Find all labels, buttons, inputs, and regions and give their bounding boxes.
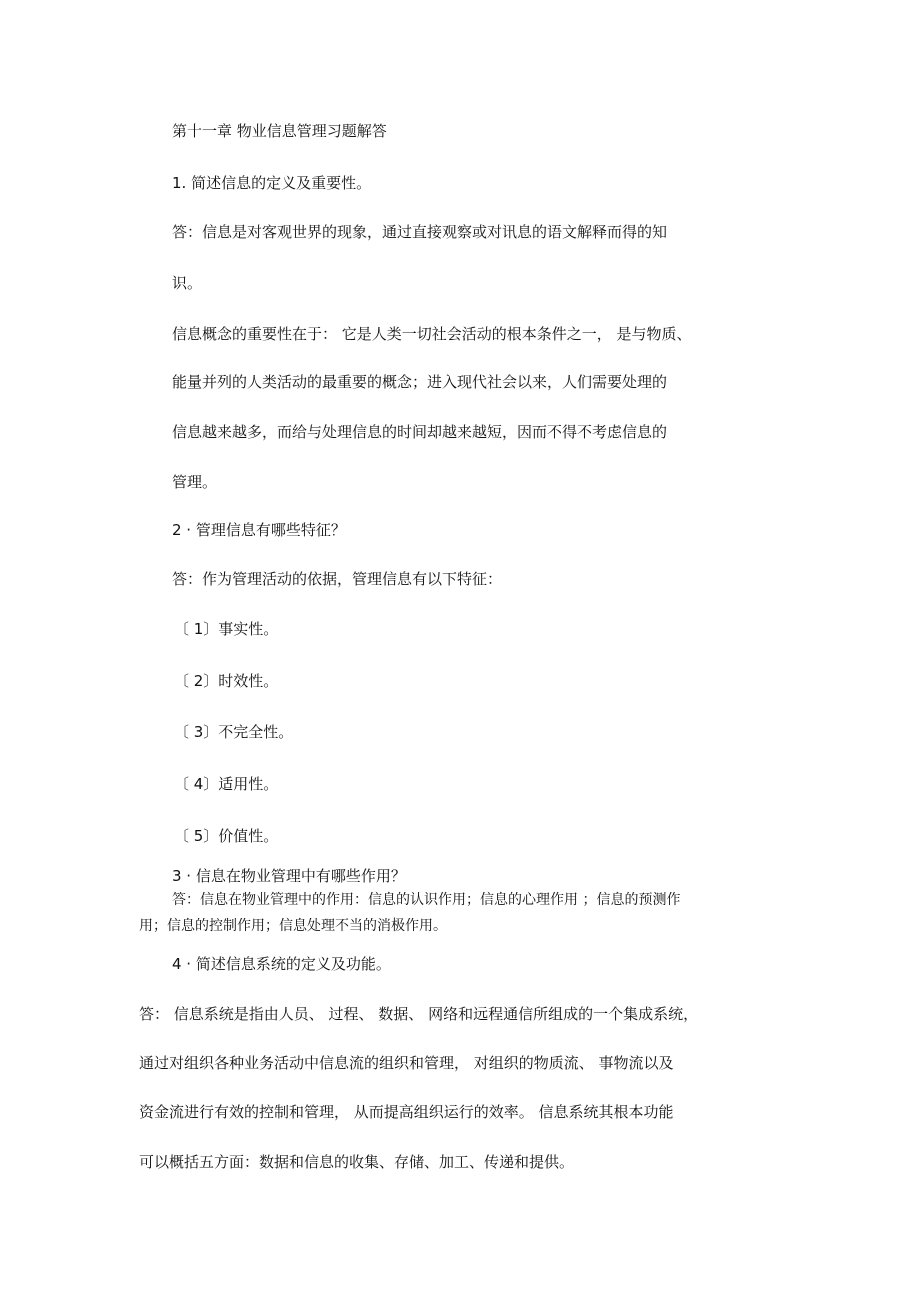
question-4: 4 · 简述信息系统的定义及功能。 bbox=[172, 955, 391, 973]
importance-paragraph-line-3: 信息越来越多，而给与处理信息的时间却越来越短，因而不得不考虑信息的 bbox=[172, 423, 668, 441]
answer-3-line-1: 答：信息在物业管理中的作用：信息的认识作用；信息的心理作用 ；信息的预测作 bbox=[172, 892, 681, 908]
answer-1-line-2: 识。 bbox=[172, 274, 203, 292]
feature-item: 〔 2〕时效性。 bbox=[174, 672, 279, 690]
feature-item: 〔 4〕适用性。 bbox=[174, 775, 279, 793]
answer-4-line-4: 可以概括五方面：数据和信息的收集、存储、加工、传递和提供。 bbox=[139, 1153, 575, 1171]
feature-item: 〔 1〕事实性。 bbox=[174, 620, 279, 638]
feature-item: 〔 5〕价值性。 bbox=[174, 827, 279, 845]
importance-paragraph-line-4: 管理。 bbox=[172, 473, 218, 491]
question-1: 1. 简述信息的定义及重要性。 bbox=[172, 174, 372, 192]
question-3: 3 · 信息在物业管理中有哪些作用？ bbox=[172, 867, 406, 885]
feature-item: 〔 3〕不完全性。 bbox=[174, 723, 294, 741]
answer-4-line-2: 通过对组织各种业务活动中信息流的组织和管理， 对组织的物质流、 事物流以及 bbox=[139, 1054, 674, 1072]
answer-3-line-2: 用；信息的控制作用；信息处理不当的消极作用。 bbox=[139, 918, 447, 934]
answer-1-line-1: 答：信息是对客观世界的现象，通过直接观察或对讯息的语文解释而得的知 bbox=[172, 223, 668, 241]
answer-4-line-1: 答： 信息系统是指由人员、 过程、 数据、 网络和远程通信所组成的一个集成系统， bbox=[139, 1005, 699, 1023]
chapter-title: 第十一章 物业信息管理习题解答 bbox=[172, 122, 387, 140]
question-2: 2 · 管理信息有哪些特征？ bbox=[172, 521, 346, 539]
importance-paragraph-line-1: 信息概念的重要性在于： 它是人类一切社会活动的根本条件之一， 是与物质、 bbox=[172, 325, 692, 343]
importance-paragraph-line-2: 能量并列的人类活动的最重要的概念；进入现代社会以来，人们需要处理的 bbox=[172, 373, 668, 391]
answer-2: 答：作为管理活动的依据，管理信息有以下特征： bbox=[172, 570, 503, 588]
answer-4-line-3: 资金流进行有效的控制和管理， 从而提高组织运行的效率。 信息系统其根本功能 bbox=[139, 1103, 674, 1121]
